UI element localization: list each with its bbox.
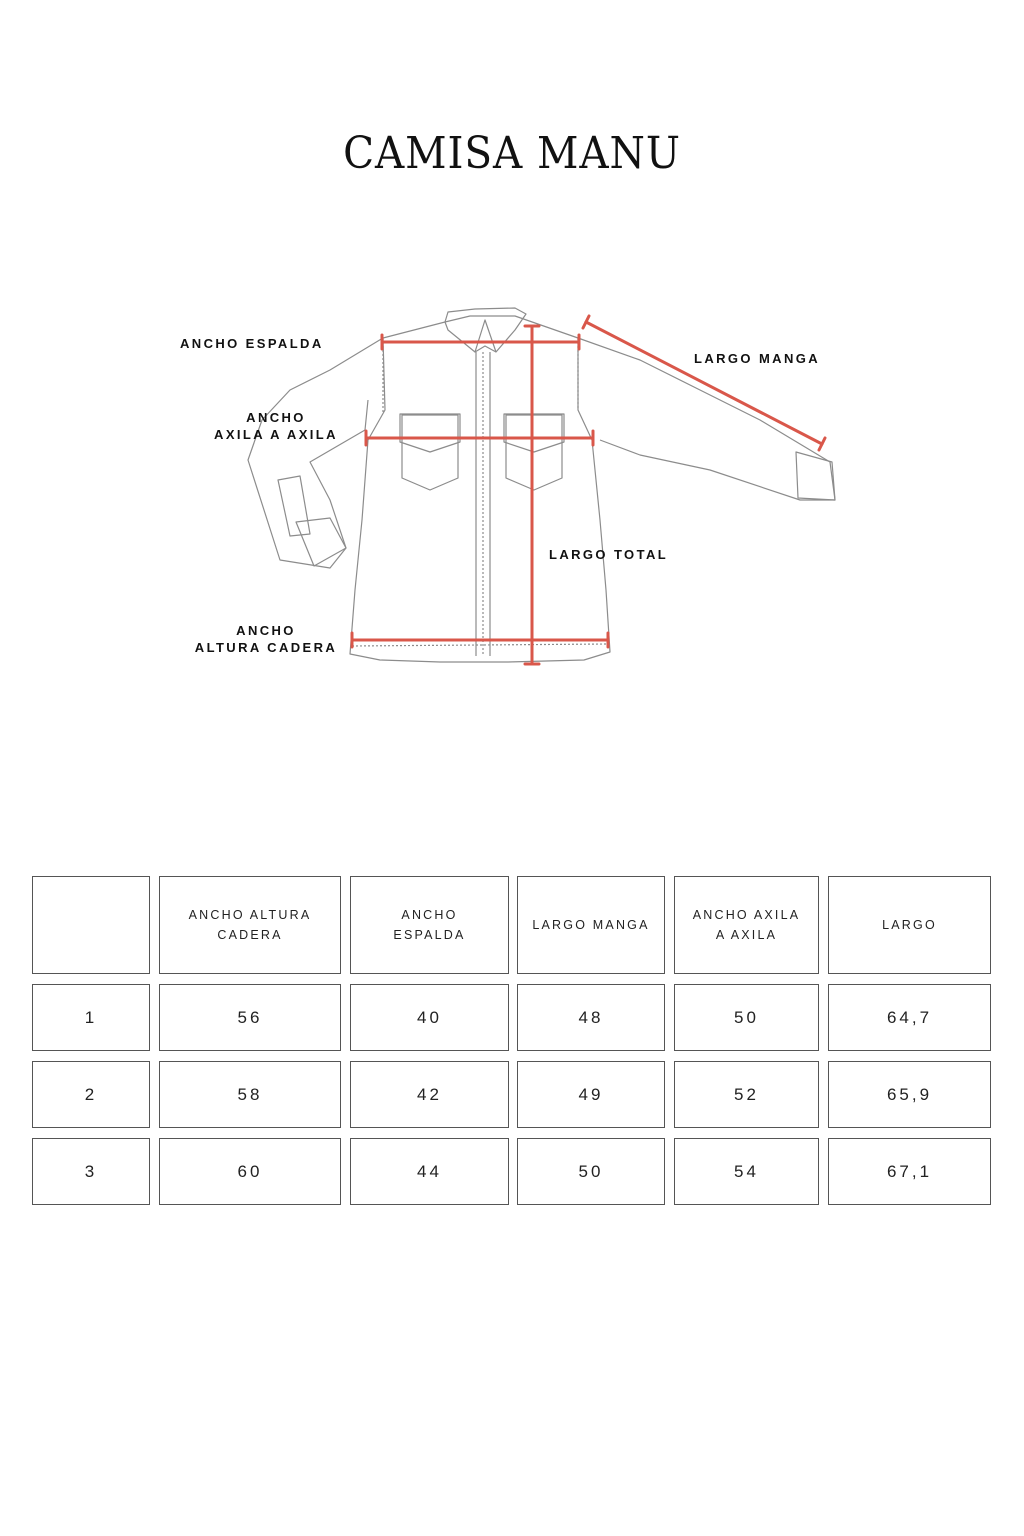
- label-cadera-line2: ALTURA CADERA: [194, 640, 338, 655]
- table-cell: 42: [350, 1061, 509, 1128]
- label-axila-line2: AXILA A AXILA: [214, 427, 338, 442]
- label-cadera-line1: ANCHO: [236, 623, 296, 638]
- table-cell: 54: [674, 1138, 819, 1205]
- size-label-cell: 3: [32, 1138, 150, 1205]
- left-sleeve: [248, 338, 383, 568]
- label-axila-line1: ANCHO: [246, 410, 306, 425]
- table-cell: 50: [517, 1138, 665, 1205]
- table-cell: 67,1: [828, 1138, 991, 1205]
- table-cell: 60: [159, 1138, 341, 1205]
- shirt-body-outline: [350, 316, 610, 662]
- table-cell: 48: [517, 984, 665, 1051]
- measure-largo-manga: [586, 322, 822, 444]
- table-header-cell: ANCHO AXILA A AXILA: [674, 876, 819, 974]
- table-cell: 58: [159, 1061, 341, 1128]
- label-largo-total: LARGO TOTAL: [549, 547, 669, 562]
- shirt-diagram: [0, 290, 1024, 690]
- size-label-cell: 1: [32, 984, 150, 1051]
- table-header-cell: LARGO: [828, 876, 991, 974]
- table-header-cell: ANCHO ALTURA CADERA: [159, 876, 341, 974]
- table-cell: 56: [159, 984, 341, 1051]
- label-ancho-espalda: ANCHO ESPALDA: [180, 336, 324, 351]
- label-largo-manga: LARGO MANGA: [694, 351, 821, 366]
- table-header-cell: [32, 876, 150, 974]
- shirt-collar: [445, 308, 526, 352]
- page-title: CAMISA MANU: [343, 128, 681, 179]
- table-cell: 44: [350, 1138, 509, 1205]
- table-cell: 64,7: [828, 984, 991, 1051]
- table-cell: 40: [350, 984, 509, 1051]
- table-header-cell: LARGO MANGA: [517, 876, 665, 974]
- label-axila: [196, 409, 356, 443]
- table-cell: 65,9: [828, 1061, 991, 1128]
- table-cell: 50: [674, 984, 819, 1051]
- table-cell: 49: [517, 1061, 665, 1128]
- label-cadera: [186, 622, 346, 656]
- size-label-cell: 2: [32, 1061, 150, 1128]
- table-header-cell: ANCHO ESPALDA: [350, 876, 509, 974]
- table-cell: 52: [674, 1061, 819, 1128]
